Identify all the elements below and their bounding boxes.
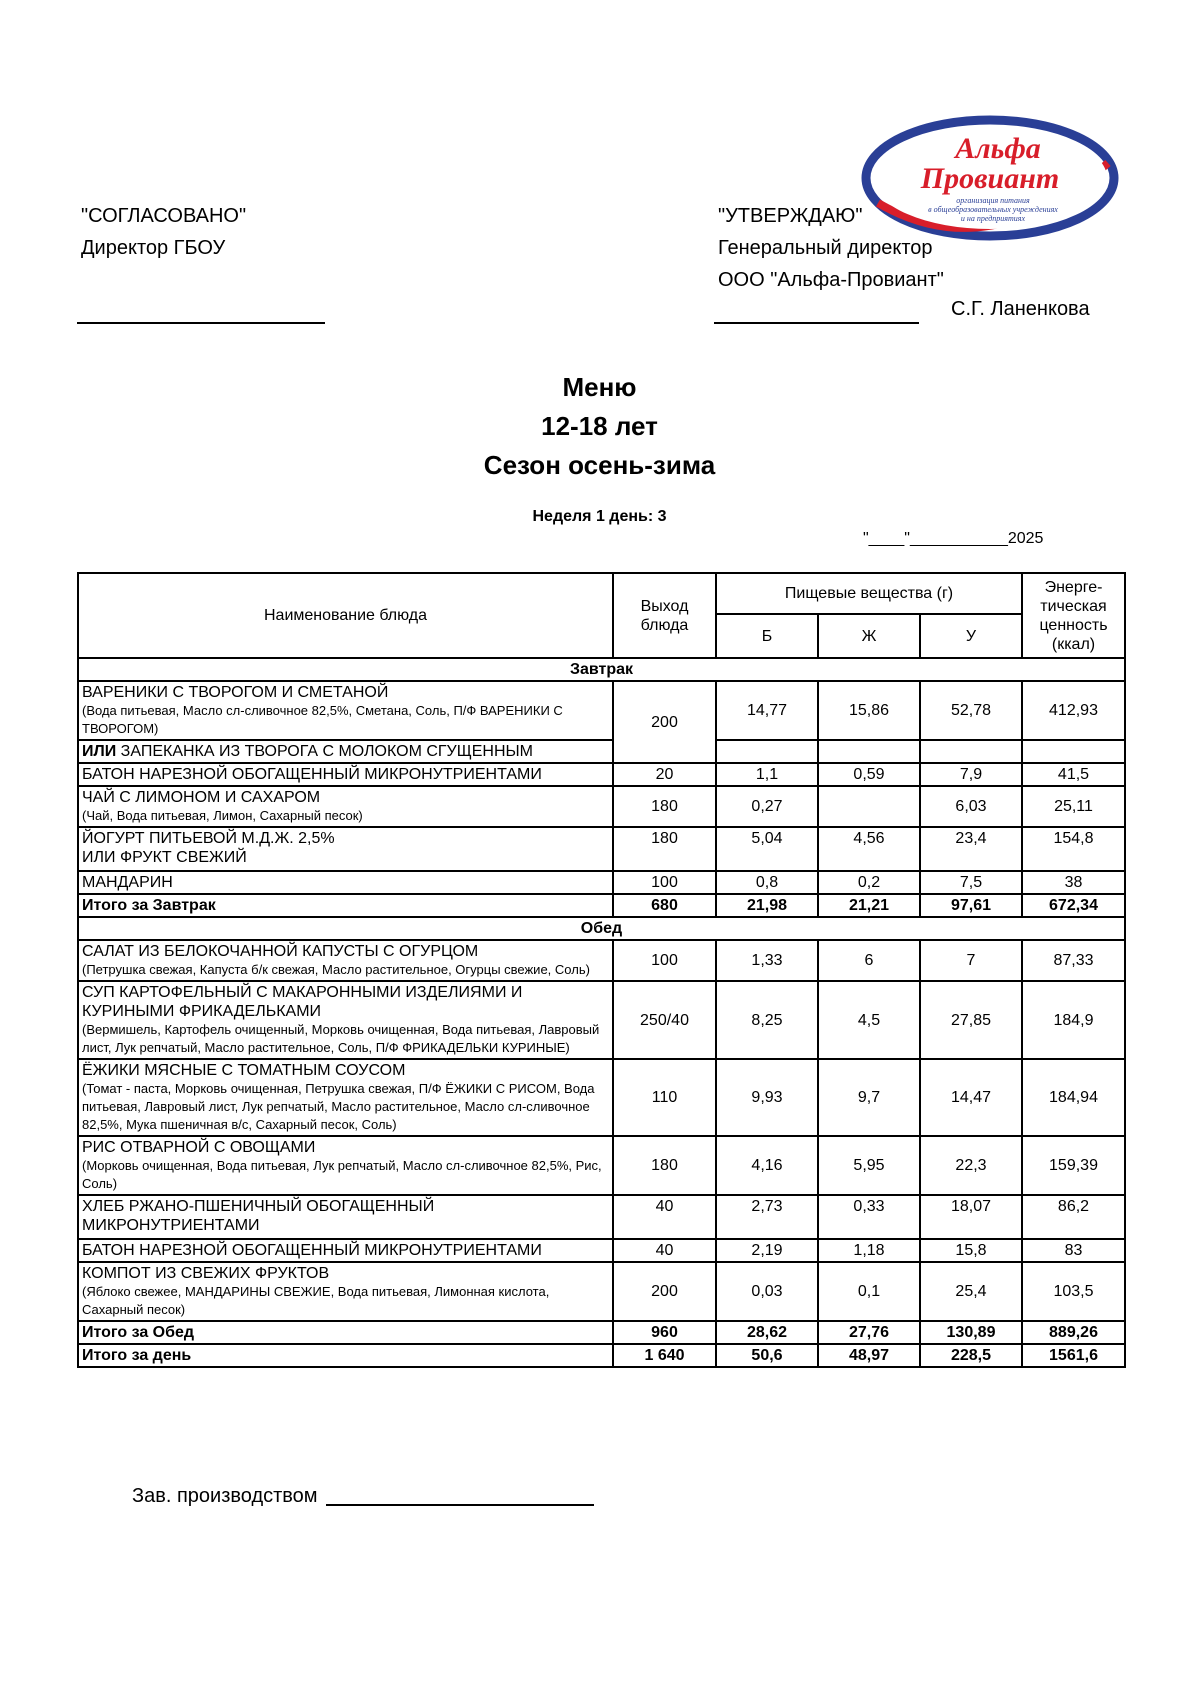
total-b: 50,6 [716, 1344, 818, 1367]
dish-ingredients: (Морковь очищенная, Вода питьевая, Лук репчатый, Масло сл-сливочное 82,5%, Рис, Соль) [82, 1158, 602, 1191]
svg-text:в общеобразовательных учрежден: в общеобразовательных учреждениях [928, 205, 1058, 214]
lunch-total-row [78, 1321, 1125, 1344]
dish-kcal: 86,2 [1022, 1195, 1125, 1239]
total-b: 28,62 [716, 1321, 818, 1344]
table-row [78, 1136, 1125, 1195]
or-label: ИЛИ [82, 743, 117, 760]
logo-line2: Провиант [920, 162, 1060, 195]
dish-kcal: 154,8 [1022, 827, 1125, 871]
dish-u: 52,78 [920, 681, 1022, 740]
dish-b: 2,73 [716, 1195, 818, 1239]
col-header-u: У [920, 614, 1022, 658]
dish-b: 0,03 [716, 1262, 818, 1321]
signer-name: С.Г. Ланенкова [951, 298, 1090, 320]
dish-u: 7 [920, 940, 1022, 981]
menu-table [77, 572, 1126, 1368]
table-row [78, 786, 1125, 827]
total-output: 680 [613, 894, 716, 917]
dish-u: 7,5 [920, 871, 1022, 894]
dish-output: 100 [613, 871, 716, 894]
total-output: 960 [613, 1321, 716, 1344]
title-age: 12-18 лет [541, 411, 658, 441]
dish-kcal: 184,9 [1022, 981, 1125, 1059]
total-u: 130,89 [920, 1321, 1022, 1344]
total-label: Итого за Завтрак [78, 894, 613, 917]
approved-label: "СОГЛАСОВАНО" [81, 205, 247, 227]
dish-b: 1,33 [716, 940, 818, 981]
title-season: Сезон осень-зима [483, 450, 716, 480]
table-row [78, 763, 1125, 786]
dish-name: СУП КАРТОФЕЛЬНЫЙ С МАКАРОННЫМИ ИЗДЕЛИЯМИ И КУРИНЫМИ ФРИКАДЕЛЬКАМИ [82, 984, 523, 1020]
dish-kcal: 159,39 [1022, 1136, 1125, 1195]
dish-output: 40 [613, 1239, 716, 1262]
signature-line-left [77, 322, 325, 324]
week-day: Неделя 1 день: 3 [532, 508, 667, 525]
table-row [78, 740, 1125, 763]
dish-zh: 6 [818, 940, 920, 981]
total-kcal: 1561,6 [1022, 1344, 1125, 1367]
production-manager-label: Зав. производством [132, 1485, 318, 1507]
dish-zh: 4,5 [818, 981, 920, 1059]
dish-output: 180 [613, 1136, 716, 1195]
section-lunch: Обед [78, 917, 1125, 940]
dish-u: 27,85 [920, 981, 1022, 1059]
dish-ingredients: (Вода питьевая, Масло сл-сливочное 82,5%, Сметана, Соль, П/Ф ВАРЕНИКИ С ТВОРОГОМ) [82, 703, 563, 736]
dish-name: РИС ОТВАРНОЙ С ОВОЩАМИ [82, 1139, 316, 1156]
section-breakfast: Завтрак [78, 658, 1125, 681]
dish-name: ВАРЕНИКИ С ТВОРОГОМ И СМЕТАНОЙ [82, 684, 389, 701]
total-u: 97,61 [920, 894, 1022, 917]
dish-output: 100 [613, 940, 716, 981]
dish-name: КОМПОТ ИЗ СВЕЖИХ ФРУКТОВ [82, 1265, 330, 1282]
dish-output: 200 [613, 681, 716, 763]
dish-u: 7,9 [920, 763, 1022, 786]
dish-u: 6,03 [920, 786, 1022, 827]
total-zh: 48,97 [818, 1344, 920, 1367]
total-zh: 21,21 [818, 894, 920, 917]
col-header-output: Выход блюда [613, 573, 716, 658]
dish-ingredients: (Петрушка свежая, Капуста б/к свежая, Масло растительное, Огурцы свежие, Соль) [82, 962, 590, 977]
dish-zh: 0,2 [818, 871, 920, 894]
approve-label: "УТВЕРЖДАЮ" [718, 205, 863, 227]
dish-name: ЙОГУРТ ПИТЬЕВОЙ М.Д.Ж. 2,5% [82, 830, 335, 847]
dish-zh: 9,7 [818, 1059, 920, 1136]
table-row [78, 681, 1125, 740]
dish-output: 180 [613, 786, 716, 827]
company-name: ООО "Альфа-Провиант" [718, 269, 944, 291]
dish-u: 15,8 [920, 1239, 1022, 1262]
dish-ingredients: (Яблоко свежее, МАНДАРИНЫ СВЕЖИЕ, Вода питьевая, Лимонная кислота, Сахарный песок) [82, 1284, 550, 1317]
total-label: Итого за день [78, 1344, 613, 1367]
dish-name: БАТОН НАРЕЗНОЙ ОБОГАЩЕННЫЙ МИКРОНУТРИЕНТАМИ [78, 1239, 613, 1262]
col-header-nutrients: Пищевые вещества (г) [716, 573, 1022, 614]
dish-u: 14,47 [920, 1059, 1022, 1136]
total-kcal: 889,26 [1022, 1321, 1125, 1344]
dish-b: 2,19 [716, 1239, 818, 1262]
table-row [78, 1195, 1125, 1239]
date-line: "____"___________2025 [863, 530, 1044, 547]
dish-name: ЁЖИКИ МЯСНЫЕ С ТОМАТНЫМ СОУСОМ [82, 1062, 406, 1079]
dish-u: 22,3 [920, 1136, 1022, 1195]
dish-name: ЧАЙ С ЛИМОНОМ И САХАРОМ [82, 789, 321, 806]
dish-name: БАТОН НАРЕЗНОЙ ОБОГАЩЕННЫЙ МИКРОНУТРИЕНТАМИ [78, 763, 613, 786]
dish-kcal: 25,11 [1022, 786, 1125, 827]
dish-b: 0,27 [716, 786, 818, 827]
dish-output: 180 [613, 827, 716, 871]
company-logo [858, 108, 1123, 248]
dish-zh: 1,18 [818, 1239, 920, 1262]
total-kcal: 672,34 [1022, 894, 1125, 917]
svg-text:и на предприятиях: и на предприятиях [960, 214, 1026, 223]
signature-line-right [714, 322, 919, 324]
dish-zh: 15,86 [818, 681, 920, 740]
general-director-label: Генеральный директор [718, 237, 933, 259]
col-header-zh: Ж [818, 614, 920, 658]
total-zh: 27,76 [818, 1321, 920, 1344]
table-row [78, 1239, 1125, 1262]
total-b: 21,98 [716, 894, 818, 917]
dish-u: 25,4 [920, 1262, 1022, 1321]
dish-b: 8,25 [716, 981, 818, 1059]
dish-ingredients: (Томат - паста, Морковь очищенная, Петрушка свежая, П/Ф ЁЖИКИ С РИСОМ, Вода питьевая, Лавровый лист, Лук репчатый, Масло растительное, Масло сл-сливочное 82,5%, Мука пшеничная в/с, Сахарный песок, Соль) [82, 1081, 595, 1132]
dish-b: 14,77 [716, 681, 818, 740]
dish-kcal: 83 [1022, 1239, 1125, 1262]
title-menu: Меню [562, 372, 637, 402]
dish-zh: 0,1 [818, 1262, 920, 1321]
dish-b: 4,16 [716, 1136, 818, 1195]
signature-line-production [326, 1504, 594, 1506]
dish-name: ЗАПЕКАНКА ИЗ ТВОРОГА С МОЛОКОМ СГУЩЕННЫМ [116, 743, 533, 760]
dish-zh: 5,95 [818, 1136, 920, 1195]
table-row [78, 871, 1125, 894]
dish-kcal: 38 [1022, 871, 1125, 894]
table-row [78, 1262, 1125, 1321]
dish-zh: 0,59 [818, 763, 920, 786]
dish-name: ХЛЕБ РЖАНО-ПШЕНИЧНЫЙ ОБОГАЩЕННЫЙ МИКРОНУТРИЕНТАМИ [78, 1195, 613, 1239]
breakfast-total-row [78, 894, 1125, 917]
col-header-b: Б [716, 614, 818, 658]
dish-output: 40 [613, 1195, 716, 1239]
dish-u: 18,07 [920, 1195, 1022, 1239]
col-header-name: Наименование блюда [78, 573, 613, 658]
dish-b: 9,93 [716, 1059, 818, 1136]
dish-kcal: 184,94 [1022, 1059, 1125, 1136]
dish-output: 110 [613, 1059, 716, 1136]
svg-text:организация питания: организация питания [956, 196, 1030, 205]
dish-output: 200 [613, 1262, 716, 1321]
day-total-row [78, 1344, 1125, 1367]
total-label: Итого за Обед [78, 1321, 613, 1344]
dish-kcal: 41,5 [1022, 763, 1125, 786]
total-output: 1 640 [613, 1344, 716, 1367]
table-row [78, 1059, 1125, 1136]
dish-name-alt: ИЛИ ФРУКТ СВЕЖИЙ [82, 849, 247, 866]
dish-kcal: 103,5 [1022, 1262, 1125, 1321]
dish-kcal: 87,33 [1022, 940, 1125, 981]
dish-output: 250/40 [613, 981, 716, 1059]
col-header-energy: Энерге-тическая ценность (ккал) [1022, 573, 1125, 658]
dish-ingredients: (Чай, Вода питьевая, Лимон, Сахарный песок) [82, 808, 363, 823]
dish-b: 0,8 [716, 871, 818, 894]
dish-output: 20 [613, 763, 716, 786]
dish-kcal: 412,93 [1022, 681, 1125, 740]
dish-zh: 0,33 [818, 1195, 920, 1239]
dish-b: 1,1 [716, 763, 818, 786]
dish-u: 23,4 [920, 827, 1022, 871]
total-u: 228,5 [920, 1344, 1022, 1367]
dish-b: 5,04 [716, 827, 818, 871]
logo-line1: Альфа [955, 132, 1041, 165]
dish-zh: 4,56 [818, 827, 920, 871]
dish-name: МАНДАРИН [78, 871, 613, 894]
table-row [78, 940, 1125, 981]
director-label: Директор ГБОУ [81, 237, 226, 259]
dish-name: САЛАТ ИЗ БЕЛОКОЧАННОЙ КАПУСТЫ С ОГУРЦОМ [82, 943, 479, 960]
table-row [78, 981, 1125, 1059]
dish-ingredients: (Вермишель, Картофель очищенный, Морковь очищенная, Вода питьевая, Лавровый лист, Лук репчатый, Масло растительное, Соль, П/Ф ФРИКАДЕЛЬКИ КУРИНЫЕ) [82, 1022, 600, 1055]
dish-zh [818, 786, 920, 827]
table-row [78, 827, 1125, 871]
